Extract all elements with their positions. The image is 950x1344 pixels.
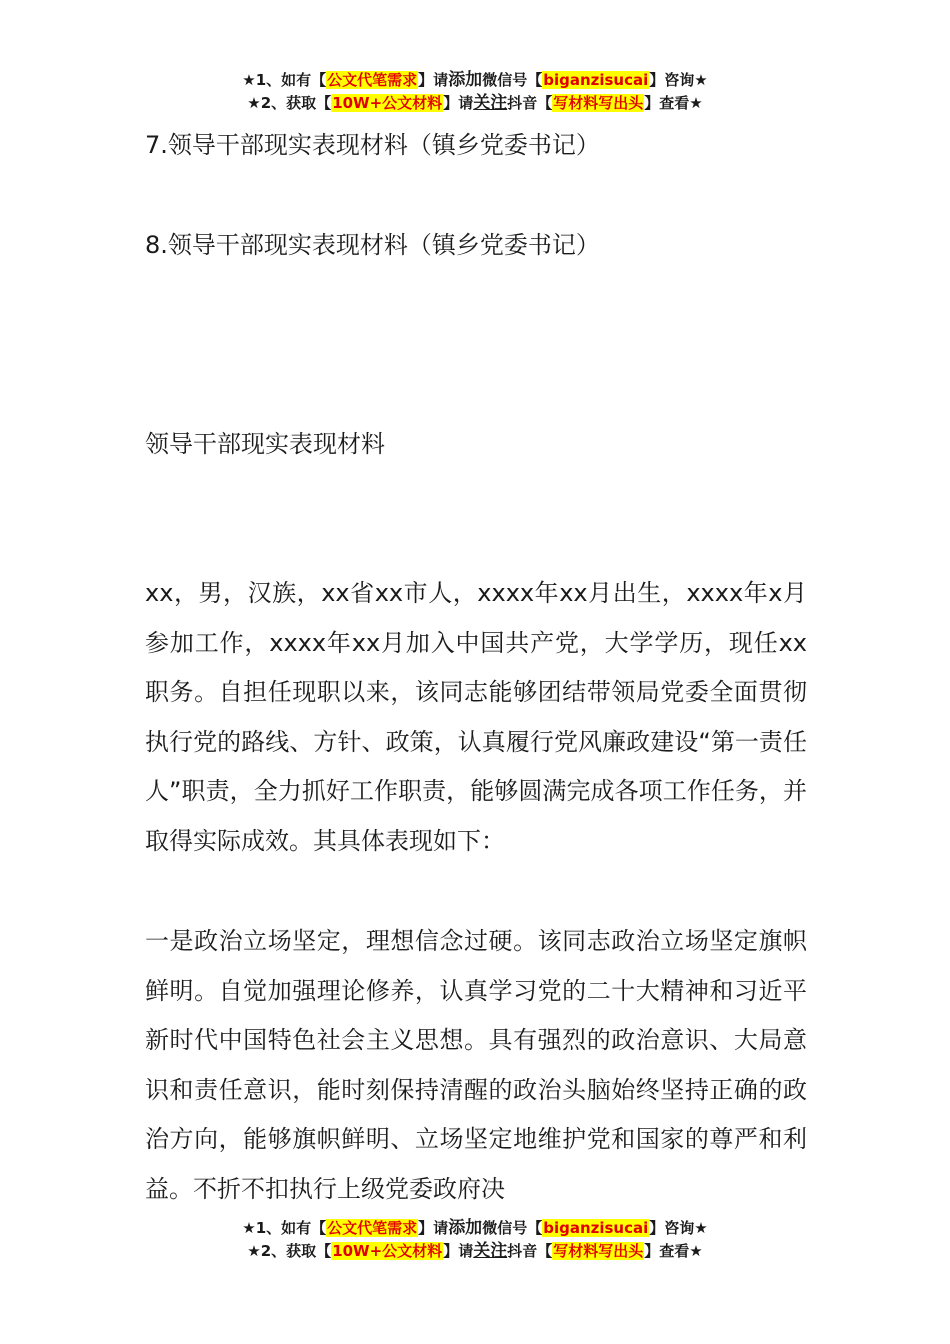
banner-emphasis: 关注 — [473, 1241, 508, 1261]
materials-highlight: 10W+公文材料 — [332, 1242, 443, 1260]
service-highlight: 公文代笔需求 — [327, 71, 418, 89]
douyin-id-highlight: 写材料写出头 — [553, 1242, 644, 1260]
banner-emphasis: 添加 — [448, 70, 483, 90]
header-banner — [0, 69, 950, 115]
banner-text: 抖音【 — [507, 1242, 553, 1260]
body-paragraph: xx，男，汉族，xx省xx市人，xxxx年xx月出生，xxxx年x月参加工作，xxxx年xx月加入中国共产党，大学学历，现任xx职务。自担任现职以来，该同志能够团结带领局党委全面贯彻执行党的路线、方针、政策，认真履行党风廉政建设“第一责任人”职责，全力抓好工作职责，能够圆满完成各项工作任务，并取得实际成效。其具体表现如下： — [145, 579, 807, 855]
banner-text: 】请 — [418, 1219, 449, 1237]
toc-item: 7.领导干部现实表现材料（镇乡党委书记） — [145, 131, 600, 159]
document-title: 领导干部现实表现材料 — [145, 430, 385, 458]
service-highlight: 公文代笔需求 — [327, 1219, 418, 1237]
banner-emphasis: 添加 — [448, 1218, 483, 1238]
banner-text: 微信号【 — [482, 1219, 543, 1237]
banner-text: 抖音【 — [507, 94, 553, 112]
banner-line-2 — [0, 1240, 950, 1263]
banner-text: 】请 — [418, 71, 449, 89]
materials-highlight: 10W+公文材料 — [332, 94, 443, 112]
banner-text: 】请 — [443, 1242, 474, 1260]
douyin-id-highlight: 写材料写出头 — [553, 94, 644, 112]
banner-text: 】查看★ — [644, 94, 703, 112]
banner-text: ★1、如有【 — [242, 71, 327, 89]
banner-emphasis: 关注 — [473, 93, 508, 113]
banner-line-1 — [0, 1217, 950, 1240]
banner-text: 】查看★ — [644, 1242, 703, 1260]
banner-text: 】咨询★ — [649, 71, 708, 89]
banner-text: ★2、获取【 — [247, 94, 332, 112]
banner-line-1 — [0, 69, 950, 92]
body-paragraph: 一是政治立场坚定，理想信念过硬。该同志政治立场坚定旗帜鲜明。自觉加强理论修养，认真学习党的二十大精神和习近平新时代中国特色社会主义思想。具有强烈的政治意识、大局意识和责任意识，能时刻保持清醒的政治头脑始终坚持正确的政治方向，能够旗帜鲜明、立场坚定地维护党和国家的尊严和利益。不折不扣执行上级党委政府决 — [145, 927, 807, 1203]
banner-line-2 — [0, 92, 950, 115]
toc-item: 8.领导干部现实表现材料（镇乡党委书记） — [145, 231, 600, 259]
footer-banner — [0, 1217, 950, 1263]
banner-text: 】咨询★ — [649, 1219, 708, 1237]
banner-text: ★2、获取【 — [247, 1242, 332, 1260]
wechat-id-highlight: biganzisucai — [543, 1219, 649, 1237]
banner-text: 】请 — [443, 94, 474, 112]
banner-text: 微信号【 — [482, 71, 543, 89]
banner-text: ★1、如有【 — [242, 1219, 327, 1237]
wechat-id-highlight: biganzisucai — [543, 71, 649, 89]
